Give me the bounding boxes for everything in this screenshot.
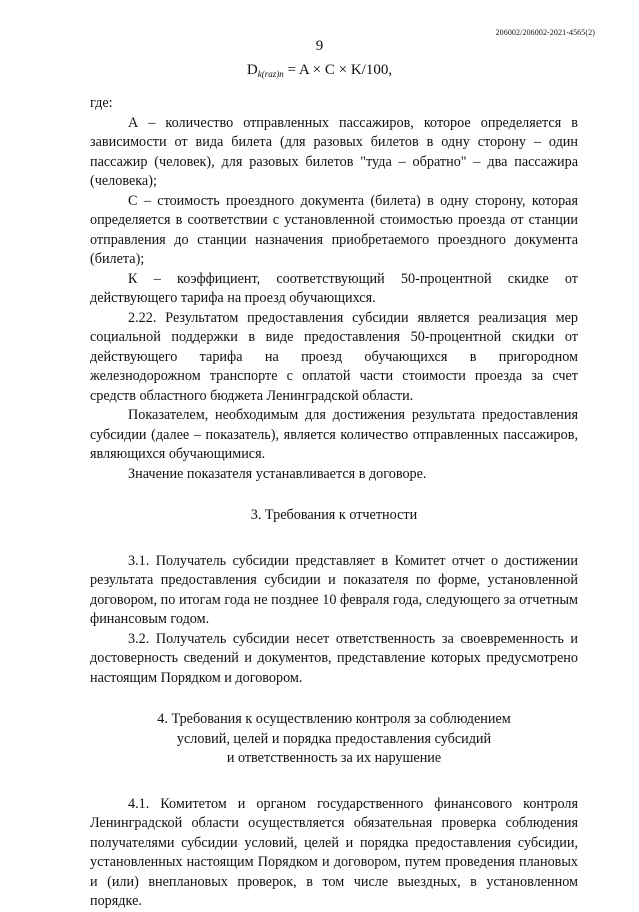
paragraph-2-22: 2.22. Результатом предоставления субсидии является реализация мер социальной поддержки в виде предоставления 50-процентной скидки от действующего тарифа на проезд обучающихся в пригородном железнодорожном транспорте с оплатой части стоимости проезда за счет средств областного бюджета Ленинградской области. <box>90 309 578 404</box>
paragraph-3-1: 3.1. Получатель субсидии представляет в Комитет отчет о достижении результата предоставления субсидии и показателя по форме, установленной договором, по итогам года не позднее 10 февраля года, следующего за отчетным финансовым годом. <box>90 552 578 627</box>
section-4-title-line-2: условий, целей и порядка предоставления субсидий <box>176 730 492 747</box>
formula <box>0 62 639 79</box>
section-4-title-line-1: 4. Требования к осуществлению контроля за соблюдением <box>157 711 511 727</box>
definition-a: А – количество отправленных пассажиров, которое определяется в зависимости от вида билета (для разовых билетов в одну сторону – один пассажир (человек), для разовых билетов "туда – обратно" – два пассажира (человека); <box>90 114 578 189</box>
page-number: 9 <box>315 38 324 54</box>
definition-c: С – стоимость проездного документа (билета) в одну сторону, которая определяется в соответствии с установленной стоимостью проезда от станции отправления до станции назначения приобретаемого проездного документа (билета); <box>90 192 578 267</box>
where-label: где: <box>90 95 113 111</box>
formula-lhs-subscript: k(raz)n <box>257 69 284 79</box>
formula-rhs: = A × C × K/100, <box>283 62 393 78</box>
definition-k: К – коэффициент, соответствующий 50-процентной скидке от действующего тарифа на проезд обучающихся. <box>90 270 578 306</box>
document-id: 206002/206002-2021-4565(2) <box>495 28 595 37</box>
paragraph-indicator: Показателем, необходимым для достижения результата предоставления субсидии (далее – показатель), является количество отправленных пассажиров, являющихся обучающимися. <box>90 407 578 462</box>
formula-lhs: D <box>246 62 258 78</box>
section-3-title: 3. Требования к отчетности <box>250 507 418 523</box>
section-4-title-line-3: и ответственность за их нарушение <box>226 750 442 766</box>
document-body <box>90 90 578 912</box>
paragraph-4-1: 4.1. Комитетом и органом государственного финансового контроля Ленинградской области осуществляется обязательная проверка соблюдения получателями субсидии условий, целей и порядка предоставления субсидии, установленных настоящим Порядком и договором, путем проведения плановых и (или) внеплановых проверок, в том числе выездных, в установленном порядке. <box>90 795 578 909</box>
paragraph-3-2: 3.2. Получатель субсидии несет ответственность за своевременность и достоверность сведений и документов, представление которых предусмотрено настоящим Порядком и договором. <box>90 630 578 686</box>
paragraph-indicator-value: Значение показателя устанавливается в договоре. <box>128 465 427 482</box>
